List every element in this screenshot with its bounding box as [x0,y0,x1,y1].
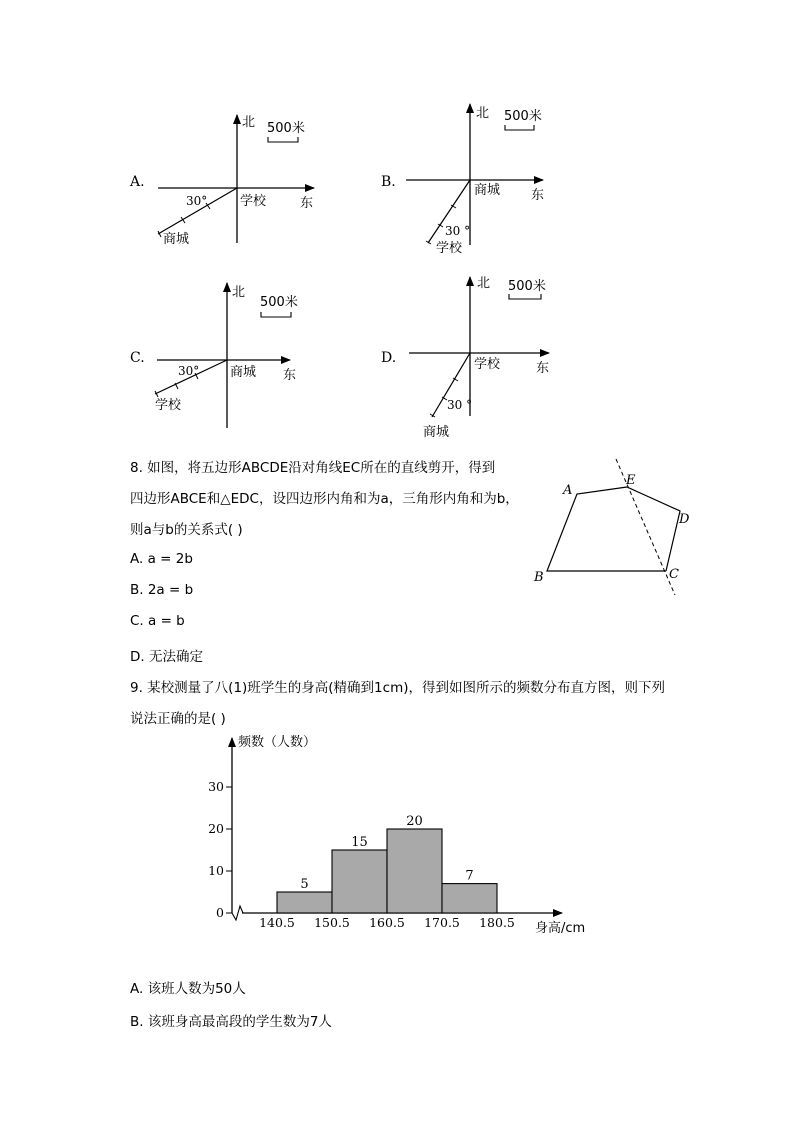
angle-label: 30° [178,364,200,378]
x-tick-label: 160.5 [369,915,405,930]
q7-option-letter: D. [381,350,397,366]
east-label: 东 [531,188,545,203]
angle-label: 30 ° [447,398,473,412]
q8-stem-line1: 8. 如图，将五边形ABCDE沿对角线EC所在的直线剪开，得到 [130,460,496,476]
center-label: 商城 [230,365,257,380]
north-label: 北 [477,276,491,291]
quadrilateral-abce [547,487,666,571]
q8-pentagon-figure [533,459,690,595]
north-label: 北 [242,115,256,130]
scale-label: 500米 [267,121,305,136]
end-label: 学校 [436,241,463,256]
east-label: 东 [283,368,297,383]
histogram-bar [332,850,387,913]
histogram-bar [387,829,442,913]
scale-label: 500米 [508,279,546,294]
scale-bar [504,108,542,130]
q8-option-d[interactable]: D. 无法确定 [130,649,203,665]
scale-bar [260,294,298,317]
center-label: 学校 [240,194,267,209]
bar-value-label: 5 [300,877,309,892]
x-tick-label: 170.5 [424,915,460,930]
q9-option-a[interactable]: A. 该班人数为50人 [130,981,246,997]
angle-label: 30 ° [445,224,471,238]
bars [277,814,497,913]
vertex-label-c: C [669,567,679,582]
north-label: 北 [232,285,246,300]
east-label: 东 [300,196,314,211]
q7-option-a-diagram [129,115,314,247]
x-tick-label: 150.5 [314,915,350,930]
vertex-label-b: B [534,570,544,585]
center-label: 商城 [474,183,501,198]
bar-value-label: 15 [351,835,368,850]
q7-option-letter: C. [130,350,145,366]
y-tick-label: 20 [208,821,224,836]
scale-bar [267,120,305,142]
axis-break-symbol [232,906,243,920]
q7-option-letter: B. [381,174,396,190]
x-tick-label: 140.5 [259,915,295,930]
x-ticks [259,915,515,930]
end-label: 商城 [163,232,190,247]
triangle-edc [627,487,680,571]
q8-option-c[interactable]: C. a = b [130,613,185,629]
x-axis-label: 身高/cm [535,921,586,936]
angle-label: 30° [186,194,208,208]
histogram-bar [442,884,497,913]
y-axis-label: 频数（人数） [238,735,317,750]
end-label: 学校 [155,398,182,413]
east-label: 东 [536,361,550,376]
x-tick-label: 180.5 [479,915,515,930]
q9-stem-line2: 说法正确的是( ) [130,711,226,727]
scale-bar [508,278,546,299]
bar-value-label: 7 [465,868,474,884]
q9-stem-line1: 9. 某校测量了八(1)班学生的身高(精确到1cm)，得到如图所示的频数分布直方图，则下列 [130,680,665,696]
cut-line-ec [616,459,675,595]
q8-stem-line3: 则a与b的关系式( ) [130,522,243,538]
scale-label: 500米 [504,109,542,124]
center-label: 学校 [474,357,501,372]
vertex-label-d: D [679,512,690,527]
y-tick-label: 0 [216,905,224,920]
q7-option-d-diagram [381,276,549,440]
q9-option-b[interactable]: B. 该班身高最高段的学生数为7人 [130,1014,332,1030]
y-tick-label: 30 [208,779,224,794]
q7-option-letter: A. [130,174,145,190]
q8-option-a[interactable]: A. a = 2b [130,551,193,567]
vertex-label-a: A [563,483,573,498]
q8-stem-line2: 四边形ABCE和△EDC，设四边形内角和为a，三角形内角和为b， [130,491,519,507]
q9-histogram [208,734,585,936]
end-label: 商城 [423,425,450,440]
histogram-bar [277,892,332,913]
vertex-label-e: E [626,473,636,488]
bar-value-label: 20 [406,814,423,829]
north-label: 北 [476,106,490,121]
scale-label: 500米 [260,295,298,310]
q7-option-c-diagram [130,283,298,428]
q7-option-b-diagram [381,104,544,256]
y-tick-label: 10 [208,863,224,878]
y-ticks [208,779,232,920]
q8-option-b[interactable]: B. 2a = b [130,582,194,598]
